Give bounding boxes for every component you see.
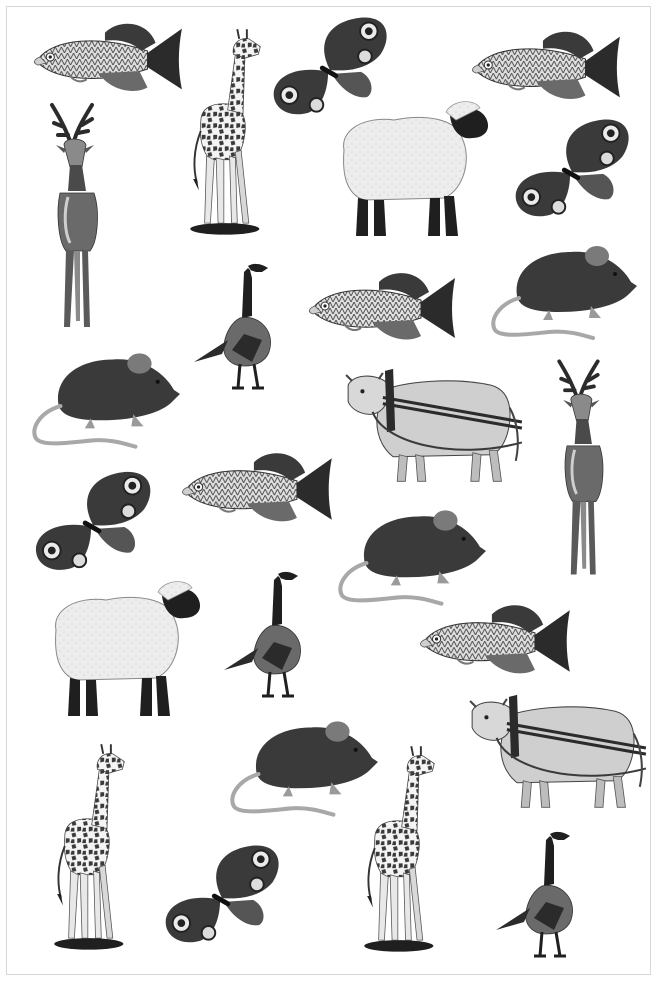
fish-5 [414,598,578,680]
sheep-2 [46,572,206,726]
deer-1 [34,100,134,332]
goose-2 [222,566,312,706]
fish-1 [28,16,190,98]
giraffe-3 [346,738,442,958]
mouse-3 [336,500,488,610]
butterfly-2 [510,116,636,226]
fish-4 [176,446,340,528]
deer-2 [542,352,638,584]
sheep-1 [334,92,494,246]
mouse-1 [488,240,640,340]
butterfly-4 [160,842,286,952]
fish-3 [302,266,464,346]
mouse-2 [30,346,182,450]
giraffe-2 [36,736,132,956]
goose-3 [494,826,584,966]
ox-2 [466,686,650,810]
ox-1 [342,360,526,484]
goose-1 [192,258,282,398]
butterfly-3 [30,470,158,578]
giraffe-1 [172,22,268,240]
